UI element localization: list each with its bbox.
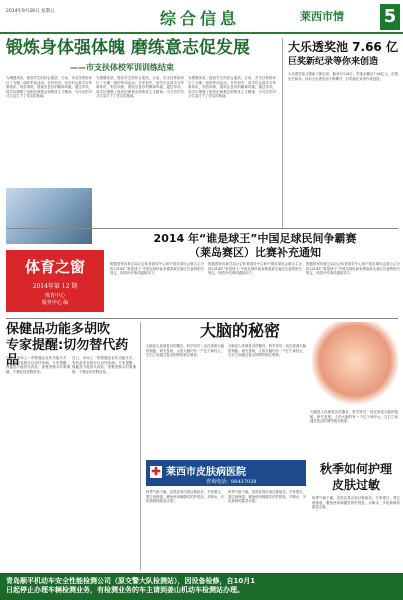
article5-body-col1: 大脑是人体最复杂的器官，科学家们一直在探索大脑的奥秘。研究发现，人的大脑约有一千亿个神经元，它们之间通过复杂的网络相互联系。 [146,344,224,358]
section-title: 综合信息 [160,9,241,28]
article6-title2: 皮肤过敏 [331,478,380,492]
notice-line-2: 日起停止办理车辆检测业务，有检测业务的车主请到姜山机动车检测站办理。 [6,586,244,594]
article2-body: 大乐透奖池又刷新了新纪录，截至9月24日，奖池余额达7.66亿元，创造历史新高。体彩大乐透奖池不断攀升，巨奖新纪录等你来创造。 [288,72,398,81]
article4-body-col1: 近日，市场上一些保健品宣传功能多多，有的甚至宣称可以治疗疾病。专家提醒，保健品不能替代药品，消费者购买时要谨慎，不要轻信虚假宣传。 [6,356,70,374]
section-divider [6,228,398,229]
article6-body-col1: 秋季气候干燥，皮肤容易出现过敏症状。专家建议，要注意保湿，避免使用刺激性的护肤品，多喝水，多吃新鲜的蔬菜水果。 [146,490,224,504]
article1-title: 锻炼身体强体魄 磨练意志促发展 [6,38,250,58]
brain-illustration [312,322,398,408]
article6-body-col3: 秋季气候干燥，皮肤容易出现过敏症状。专家建议，要注意保湿，避免使用刺激性的护肤品，多喝水，多吃新鲜的蔬菜水果。 [312,496,400,510]
article1-body-col3: 为增强体质，提高学生的综合素质，日前，市支扶体校举行了为期一周的军训活动。在军训中，同学们认真学习军事知识，刻苦训练，展现出良好的精神风貌。通过军训，同学们增强了组织纪律观念和集体主义精神，为今后的学习生活打下了坚实的基础。 [188,76,276,99]
medical-cross-icon: ✚ [151,465,161,478]
article6-title: 秋季如何护理 [319,462,392,476]
sports-box-title: 体育之窗 [24,258,85,276]
article3-body-col3: 根据国家体育总局社会体育指导中心和中国足球协会联合主办的2014年“谁是球王”中国足球民间争霸赛莱岛赛区比赛的相关规定，现将补充事项通知如下。 [306,262,400,276]
sports-box-org: 体育中心 [44,293,65,299]
hospital-ad [146,460,306,486]
article4-title: 保健品功能多胡吹 [6,322,111,337]
issue-date: 2014年9月26日 星期五 [6,9,55,14]
article5-body-col3: 大脑是人体最复杂的器官，科学家们一直在探索大脑的奥秘。研究发现，人的大脑约有一千亿个神经元，它们之间通过复杂的网络相互联系。 [310,410,398,424]
article6-body-col2: 秋季气候干燥，皮肤容易出现过敏症状。专家建议，要注意保湿，避免使用刺激性的护肤品，多喝水，多吃新鲜的蔬菜水果。 [228,490,306,504]
article4-body-col2: 近日，市场上一些保健品宣传功能多多，有的甚至宣称可以治疗疾病。专家提醒，保健品不能替代药品，消费者购买时要谨慎，不要轻信虚假宣传。 [72,356,136,374]
hospital-phone: 咨询电话：88437028 [206,479,257,485]
section-divider-2 [6,318,398,319]
column-divider-2 [140,322,141,570]
notice-banner [0,573,403,600]
hospital-name: 莱西市皮肤病医院 [166,467,246,478]
column-divider [282,38,283,228]
sports-box-editor: 服务中心 编 [41,300,69,306]
article3-title: 2014 年“谁是球王”中国足球民间争霸赛 [153,232,357,245]
article2-title: 大乐透奖池 7.66 亿 [288,40,398,54]
article2-subtitle: 巨奖新纪录等你来创造 [288,57,379,67]
article1-body-col1: 为增强体质，提高学生的综合素质，日前，市支扶体校举行了为期一周的军训活动。在军训中，同学们认真学习军事知识，刻苦训练，展现出良好的精神风貌。通过军训，同学们增强了组织纪律观念和集体主义精神，为今后的学习生活打下了坚实的基础。 [6,76,92,99]
brand-name: 莱西市情 [300,10,344,23]
notice-line-1: 青岛顺平机动车安全性能检测公司（原交警大队检测站），因设备检修，自10月1 [6,577,256,585]
article5-body-col2: 大脑是人体最复杂的器官，科学家们一直在探索大脑的奥秘。研究发现，人的大脑约有一千亿个神经元，它们之间通过复杂的网络相互联系。 [228,344,306,358]
article1-subtitle: ——市支扶体校军训训练结束 [70,63,174,72]
sports-box-issue: 2014年第 12 期 [32,283,78,290]
article3-body-col2: 根据国家体育总局社会体育指导中心和中国足球协会联合主办的2014年“谁是球王”中国足球民间争霸赛莱岛赛区比赛的相关规定，现将补充事项通知如下。 [208,262,302,276]
sports-window-box [6,250,104,312]
article3-subtitle: （莱岛赛区）比赛补充通知 [189,246,321,259]
article5-title: 大脑的秘密 [200,321,281,340]
page-number: 5 [380,4,400,30]
article3-body-col1: 根据国家体育总局社会体育指导中心和中国足球协会联合主办的2014年“谁是球王”中国足球民间争霸赛莱岛赛区比赛的相关规定，现将补充事项通知如下。 [110,262,204,276]
article1-body-col2: 为增强体质，提高学生的综合素质，日前，市支扶体校举行了为期一周的军训活动。在军训中，同学们认真学习军事知识，刻苦训练，展现出良好的精神风貌。通过军训，同学们增强了组织纪律观念和集体主义精神，为今后的学习生活打下了坚实的基础。 [96,76,184,99]
article4-title2: 专家提醒:切勿替代药品 [6,338,129,368]
article1-photo [6,188,92,244]
